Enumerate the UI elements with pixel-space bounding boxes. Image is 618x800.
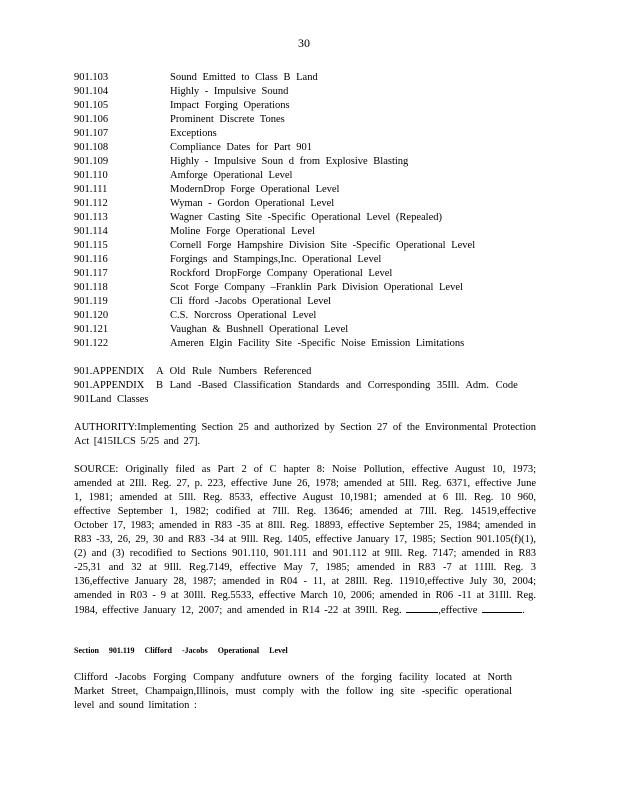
- toc-row: [74, 197, 554, 211]
- toc-row: [74, 99, 554, 113]
- toc-section-title: Wyman - Gordon Operational Level: [170, 198, 335, 209]
- page-number: 30: [298, 36, 310, 50]
- toc-section-title: Rockford DropForge Company Operational Level: [170, 268, 393, 279]
- toc-row: [74, 295, 554, 309]
- toc-section-number: 901.114: [74, 226, 108, 237]
- toc-section-title: Prominent Discrete Tones: [170, 114, 285, 125]
- toc-row: [74, 225, 554, 239]
- table-of-contents: [74, 71, 554, 351]
- toc-section-title: Highly - Impulsive Soun d from Explosive Blasting: [170, 156, 409, 167]
- toc-section-number: 901.120: [74, 310, 109, 321]
- toc-row: [74, 183, 554, 197]
- appendix-b-number: 901.APPENDIX: [74, 380, 145, 391]
- toc-row: [74, 337, 554, 351]
- toc-row: [74, 127, 554, 141]
- toc-section-number: 901.116: [74, 254, 108, 265]
- toc-section-title: Highly - Impulsive Sound: [170, 86, 289, 97]
- toc-section-title: Cornell Forge Hampshire Division Site -Specific Operational Level: [170, 240, 476, 251]
- toc-row: [74, 239, 554, 253]
- toc-section-number: 901.103: [74, 72, 109, 83]
- toc-row: [74, 267, 554, 281]
- toc-section-title: Wagner Casting Site -Specific Operational Level (Repealed): [170, 212, 442, 223]
- toc-section-title: Impact Forging Operations: [170, 100, 290, 111]
- blank-line-date: [482, 603, 522, 613]
- toc-row: [74, 253, 554, 267]
- appendix-list: [74, 365, 534, 407]
- toc-section-title: Forgings and Stampings,Inc. Operational Level: [170, 254, 382, 265]
- toc-section-number: 901.118: [74, 282, 108, 293]
- source-text: SOURCE: Originally filed as Part 2 of C hapter 8: Noise Pollution, effective August 10, 1973; amended at 2Ill. Reg. 27, p. 223, effective June 26, 1978; amended at 5Ill. Reg. 6371, effective June 1, 1981; amended at 5Ill. Reg. 8533, effective August 10,1981; amended at 6 Ill. Reg. 10 960, effective September 1, 1982; codified at 7Ill. Reg. 13646; amended at 7Ill. Reg. 14519,effective October 17, 1983; amended in R83 -35 at 8Ill. Reg. 18893, effective September 25, 1984; amended in R83 -33, 26, 29, 30 and R83 -34 at 9Ill. Reg. 1405, effective January 17, 1985; Section 901.105(f)(1), (2) and (3) recodified to Sections 901.110, 901.111 and 901.112 at 9Ill. Reg. 7147; amended in R83 -25,31 and 32 at 9Ill. Reg.7149, effective May 7, 1985; amended in R83 -7 at 11Ill. Reg. 3 136,effective January 28, 1987; amended in R04 - 11, at 28Ill. Reg. 11910,effective July 30, 2004; amended in R03 - 9 at 30Ill. Reg.5533, effective March 10, 2006; amended in R06 -11 at 31Ill. Reg. 1984, effective January 12, 2007; and amended in R14 -22 at 39Ill. Reg.: [74, 464, 536, 616]
- toc-section-title: ModernDrop Forge Operational Level: [170, 184, 340, 195]
- appendix-a-number: 901.APPENDIX: [74, 366, 145, 377]
- appendix-a-row: [74, 365, 534, 379]
- toc-section-title: Moline Forge Operational Level: [170, 226, 315, 237]
- appendix-a-title: A Old Rule Numbers Referenced: [156, 366, 312, 377]
- toc-section-title: Exceptions: [170, 128, 217, 139]
- toc-row: [74, 113, 554, 127]
- toc-section-number: 901.122: [74, 338, 109, 349]
- toc-section-number: 901.108: [74, 142, 109, 153]
- toc-section-number: 901.119: [74, 296, 108, 307]
- toc-section-number: 901.117: [74, 268, 108, 279]
- appendix-b-continuation: 901Land Classes: [74, 394, 149, 405]
- toc-section-number: 901.104: [74, 86, 109, 97]
- toc-section-number: 901.109: [74, 156, 109, 167]
- toc-section-number: 901.106: [74, 114, 109, 125]
- toc-section-title: Vaughan & Bushnell Operational Level: [170, 324, 349, 335]
- toc-section-title: C.S. Norcross Operational Level: [170, 310, 317, 321]
- toc-section-number: 901.111: [74, 184, 108, 195]
- section-heading: Section 901.119 Clifford -Jacobs Operational Level: [74, 646, 288, 655]
- toc-row: [74, 323, 554, 337]
- toc-section-number: 901.115: [74, 240, 108, 251]
- toc-section-title: Scot Forge Company –Franklin Park Division Operational Level: [170, 282, 463, 293]
- section-body: Clifford -Jacobs Forging Company andfuture owners of the forging facility located at North Market Street, Champaign,Illinois, must comply with the follow ing site -specific operational level and sound limitation :: [74, 672, 512, 711]
- toc-row: [74, 71, 554, 85]
- toc-section-number: 901.107: [74, 128, 109, 139]
- toc-section-title: Sound Emitted to Class B Land: [170, 72, 318, 83]
- appendix-b-row: [74, 379, 534, 393]
- toc-section-number: 901.113: [74, 212, 108, 223]
- source-end: .: [522, 605, 525, 616]
- toc-section-title: Amforge Operational Level: [170, 170, 293, 181]
- toc-row: [74, 169, 554, 183]
- toc-section-title: Ameren Elgin Facility Site -Specific Noise Emission Limitations: [170, 338, 465, 349]
- appendix-b-title: B Land -Based Classification Standards and Corresponding 35Ill. Adm. Code: [156, 380, 518, 391]
- toc-row: [74, 309, 554, 323]
- toc-section-number: 901.121: [74, 324, 109, 335]
- toc-section-title: Cli fford -Jacobs Operational Level: [170, 296, 332, 307]
- toc-row: [74, 85, 554, 99]
- source-effective: ,effective: [438, 605, 478, 616]
- authority-paragraph: AUTHORITY:Implementing Section 25 and authorized by Section 27 of the Environmental Protection Act [415ILCS 5/25 and 27].: [74, 422, 536, 447]
- toc-section-number: 901.110: [74, 170, 108, 181]
- toc-section-title: Compliance Dates for Part 901: [170, 142, 313, 153]
- toc-row: [74, 281, 554, 295]
- blank-line-register: [406, 603, 438, 613]
- toc-row: [74, 211, 554, 225]
- toc-section-number: 901.105: [74, 100, 109, 111]
- source-paragraph: [74, 463, 536, 618]
- toc-row: [74, 141, 554, 155]
- toc-row: [74, 155, 554, 169]
- toc-section-number: 901.112: [74, 198, 108, 209]
